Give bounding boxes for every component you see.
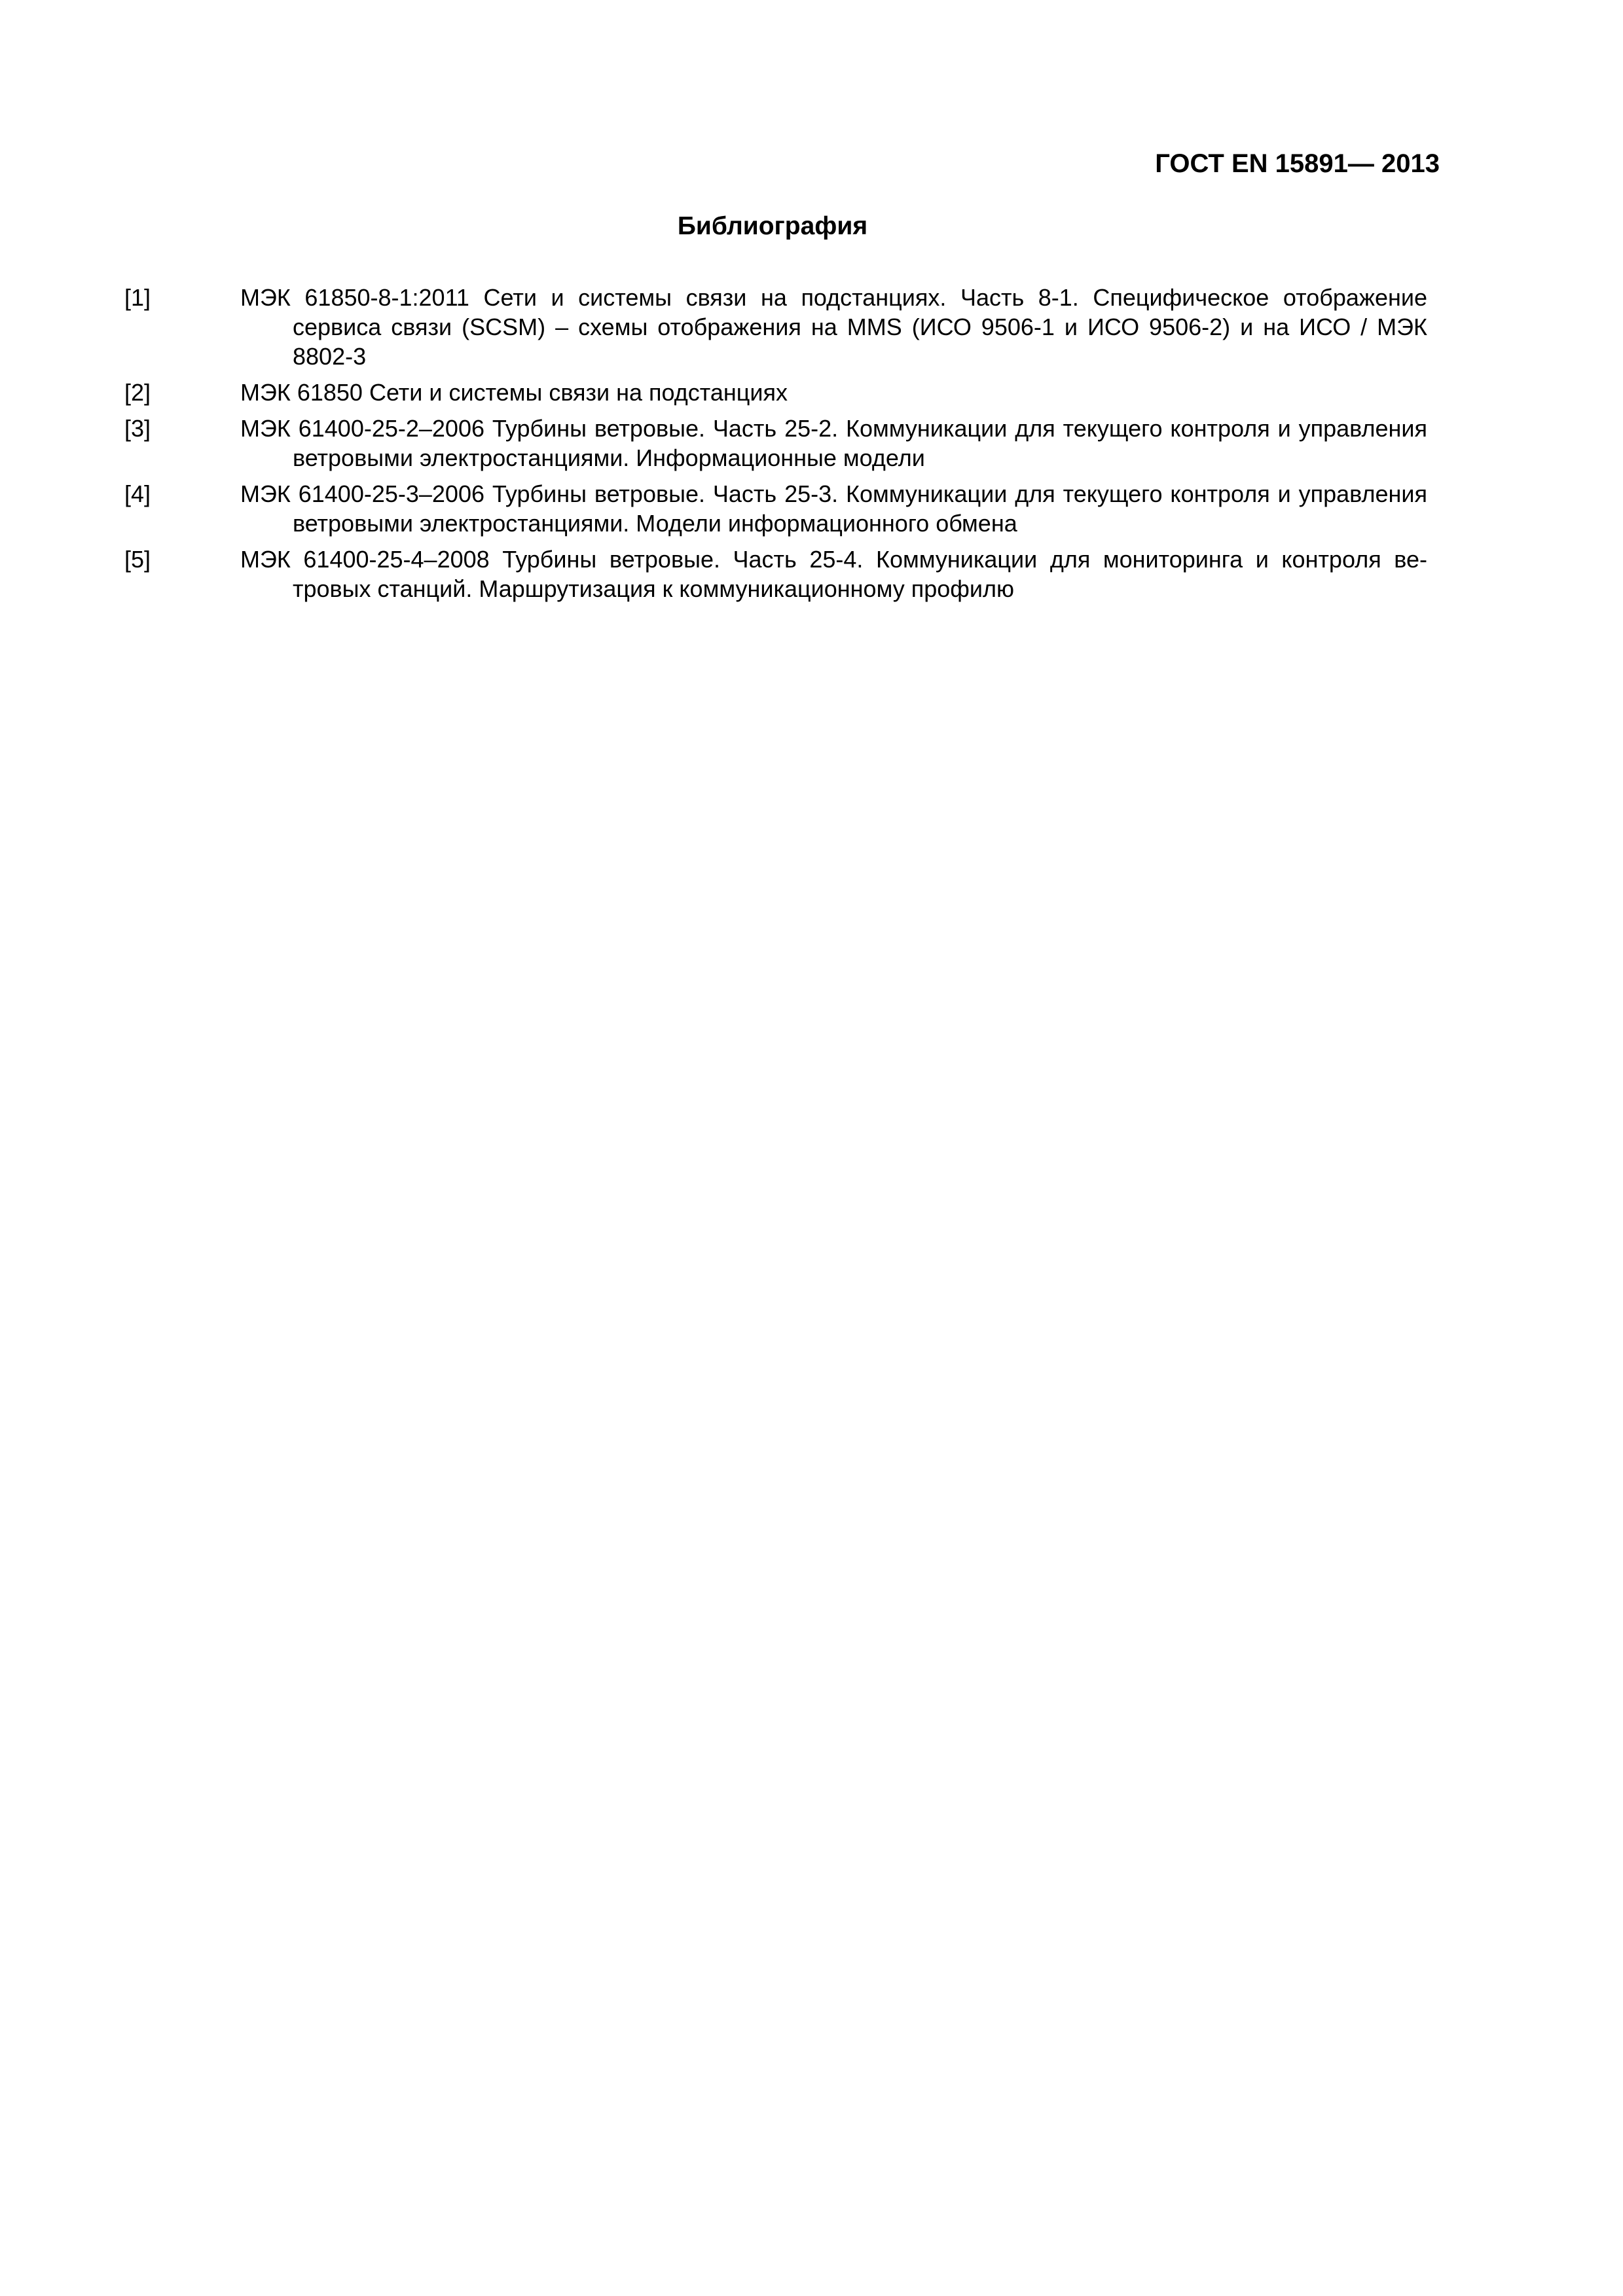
reference-number: [1] bbox=[124, 284, 151, 311]
reference-number: [2] bbox=[124, 379, 151, 406]
page-title: Библиография bbox=[677, 212, 868, 240]
reference-text: МЭК 61850-8-1:2011 Сети и системы связи на подстанциях. Часть 8-1. Специфическое отображение сервиса связи (SCSM) – схемы отображения на MMS (ИСО 9506-1 и ИСО 9506-2) и на ИСО / МЭК 8802-3 bbox=[240, 284, 1427, 370]
reference-text: МЭК 61400-25-4–2008 Турбины ветровые. Часть 25-4. Коммуникации для мониторинга и контроля ветровых станций. Маршрутизация к коммуникационному профилю bbox=[240, 546, 1427, 602]
bibliography-item bbox=[124, 545, 1427, 603]
bibliography-item bbox=[124, 479, 1427, 538]
bibliography-item bbox=[124, 283, 1427, 371]
bibliography-item bbox=[124, 414, 1427, 473]
reference-number: [4] bbox=[124, 480, 151, 507]
reference-text: МЭК 61400-25-2–2006 Турбины ветровые. Часть 25-2. Коммуникации для текущего контроля и управления ветровыми электростанциями. Информационные модели bbox=[240, 415, 1427, 471]
reference-text: МЭК 61400-25-3–2006 Турбины ветровые. Часть 25-3. Коммуникации для текущего контроля и управления ветровыми электростанциями. Модели информационного обмена bbox=[240, 480, 1427, 537]
reference-number: [3] bbox=[124, 415, 151, 442]
bibliography-item bbox=[124, 378, 1427, 407]
bibliography-list bbox=[124, 283, 1427, 610]
document-code: ГОСТ EN 15891— 2013 bbox=[1155, 149, 1440, 178]
reference-text: МЭК 61850 Сети и системы связи на подстанциях bbox=[240, 379, 788, 406]
reference-number: [5] bbox=[124, 546, 151, 573]
